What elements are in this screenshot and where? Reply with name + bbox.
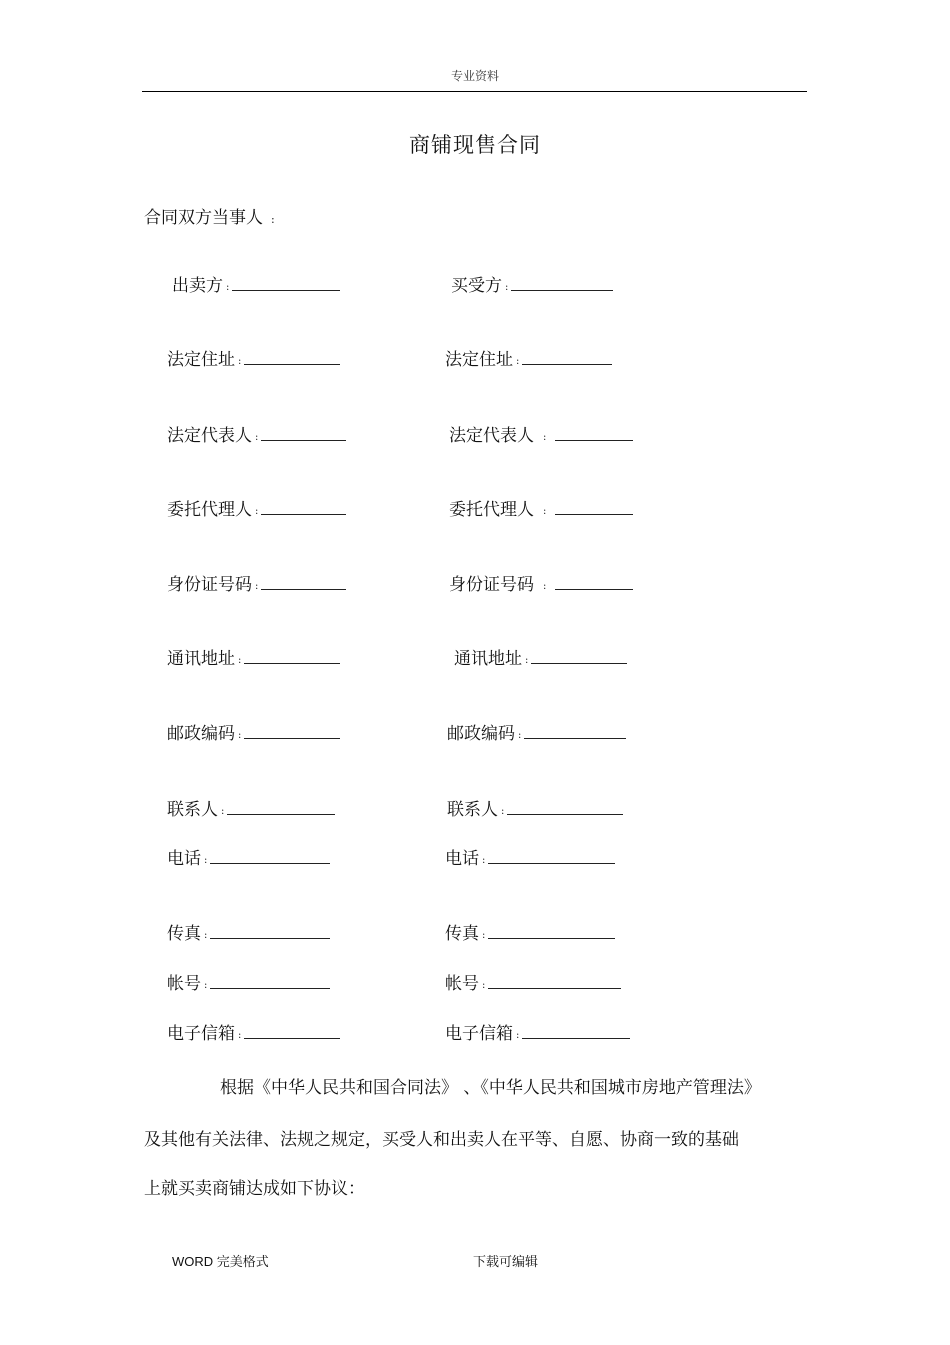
seller-field-label: 联系人 (167, 800, 218, 820)
parties-intro-colon: : (271, 213, 275, 226)
buyer-field: 身份证号码 : (449, 575, 633, 597)
buyer-field: 电子信箱 : (445, 1024, 630, 1046)
buyer-field: 联系人 : (447, 800, 623, 822)
blank-line (227, 800, 335, 815)
blank-line (244, 649, 340, 664)
buyer-field-label: 电话 (445, 849, 479, 869)
seller-field: 邮政编码 : (167, 724, 340, 746)
buyer-field-label: 法定住址 (445, 350, 513, 370)
footer-left-text: WORD 完美格式 (172, 1254, 269, 1269)
buyer-field-label: 买受方 (451, 276, 502, 296)
seller-field: 委托代理人 : (167, 500, 346, 522)
seller-field: 传真 : (167, 924, 330, 946)
seller-field: 电话 : (167, 849, 330, 871)
seller-field-label: 委托代理人 (167, 500, 252, 520)
seller-field-label: 帐号 (167, 974, 201, 994)
paragraph-line: 根据《中华人民共和国合同法》 、《中华人民共和国城市房地产管理法》 (220, 1078, 761, 1098)
seller-field: 法定代表人 : (167, 426, 346, 448)
seller-field-label: 通讯地址 (167, 649, 235, 669)
page-header: 专业资料 (450, 69, 499, 83)
buyer-field: 通讯地址 : (454, 649, 627, 671)
seller-field-label: 法定代表人 (167, 426, 252, 446)
blank-line (488, 974, 621, 989)
buyer-field-label: 通讯地址 (454, 649, 522, 669)
buyer-field-label: 身份证号码 (449, 575, 534, 595)
seller-field-label: 电话 (167, 849, 201, 869)
blank-line (522, 350, 612, 365)
blank-line (555, 426, 633, 441)
seller-field: 联系人 : (167, 800, 335, 822)
seller-field-label: 电子信箱 (167, 1024, 235, 1044)
buyer-field: 买受方 : (451, 276, 613, 298)
blank-line (210, 974, 330, 989)
buyer-field: 电话 : (445, 849, 615, 871)
buyer-field: 邮政编码 : (447, 724, 626, 746)
buyer-field: 法定住址 : (445, 350, 612, 372)
blank-line (261, 500, 346, 515)
blank-line (524, 724, 626, 739)
seller-field: 法定住址 : (167, 350, 340, 372)
buyer-field-label: 邮政编码 (447, 724, 515, 744)
buyer-field: 传真 : (445, 924, 615, 946)
footer-right-text: 下载可编辑 (473, 1255, 539, 1270)
parties-intro-label: 合同双方当事人 (144, 208, 263, 228)
blank-line (507, 800, 623, 815)
seller-field: 帐号 : (167, 974, 330, 996)
blank-line (210, 849, 330, 864)
seller-field-label: 传真 (167, 924, 201, 944)
buyer-field-label: 委托代理人 (449, 500, 534, 520)
seller-field-label: 邮政编码 (167, 724, 235, 744)
buyer-field-label: 联系人 (447, 800, 498, 820)
buyer-field: 法定代表人 : (449, 426, 633, 448)
paragraph-line: 及其他有关法律、法规之规定，买受人和出卖人在平等、自愿、协商一致的基础 (144, 1130, 739, 1150)
paragraph-line: 上就买卖商铺达成如下协议： (144, 1179, 365, 1199)
blank-line (261, 575, 346, 590)
seller-field-label: 出卖方 (172, 276, 223, 296)
buyer-field-label: 法定代表人 (449, 426, 534, 446)
buyer-field: 帐号 : (445, 974, 621, 996)
document-title: 商铺现售合同 (409, 133, 541, 157)
seller-field-label: 法定住址 (167, 350, 235, 370)
blank-line (244, 724, 340, 739)
seller-field: 电子信箱 : (167, 1024, 340, 1046)
blank-line (555, 500, 633, 515)
blank-line (488, 849, 615, 864)
buyer-field-label: 电子信箱 (445, 1024, 513, 1044)
blank-line (261, 426, 346, 441)
seller-field: 出卖方 : (172, 276, 340, 298)
blank-line (488, 924, 615, 939)
blank-line (232, 276, 340, 291)
blank-line (531, 649, 627, 664)
seller-field-label: 身份证号码 (167, 575, 252, 595)
blank-line (244, 350, 340, 365)
buyer-field-label: 传真 (445, 924, 479, 944)
buyer-field-label: 帐号 (445, 974, 479, 994)
header-divider (142, 91, 807, 92)
blank-line (210, 924, 330, 939)
blank-line (511, 276, 613, 291)
blank-line (244, 1024, 340, 1039)
blank-line (522, 1024, 630, 1039)
seller-field: 身份证号码 : (167, 575, 346, 597)
seller-field: 通讯地址 : (167, 649, 340, 671)
blank-line (555, 575, 633, 590)
parties-intro (144, 203, 275, 228)
buyer-field: 委托代理人 : (449, 500, 633, 522)
